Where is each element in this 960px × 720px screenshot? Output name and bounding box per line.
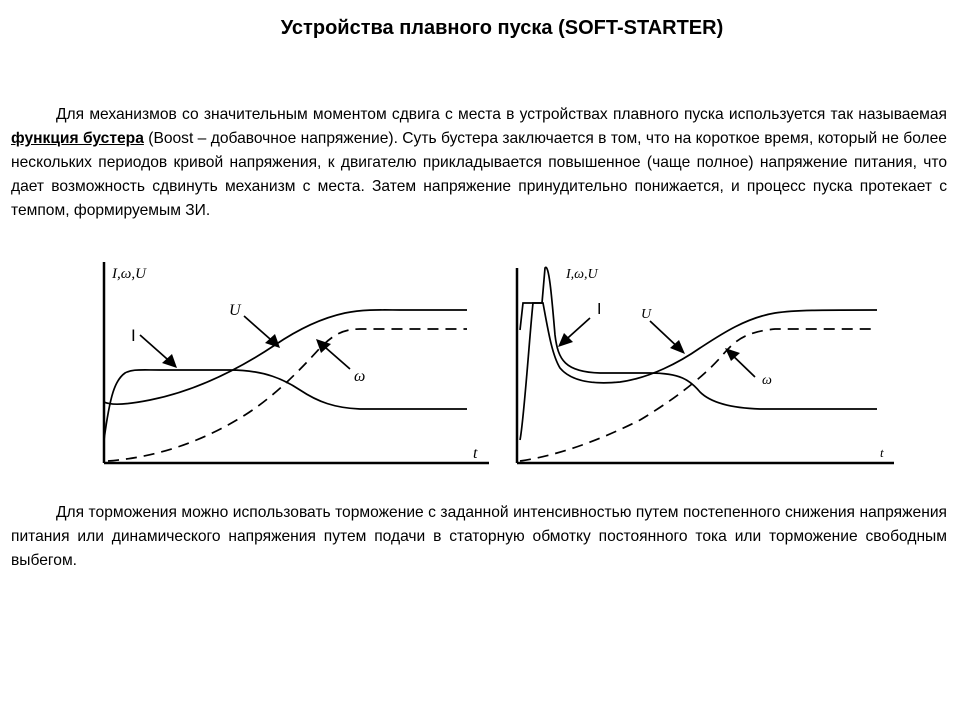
speed-label-left: ω	[354, 368, 366, 385]
voltage-curve-right	[520, 303, 877, 383]
voltage-label-left: U	[229, 302, 241, 319]
speed-curve-left	[108, 329, 467, 461]
current-curve-right	[520, 267, 877, 440]
diagram-left	[104, 262, 489, 463]
time-label-left: t	[473, 445, 478, 462]
axis-label-right: I,ω,U	[566, 267, 598, 282]
arrowhead-omega-right	[725, 348, 740, 361]
time-label-right: t	[880, 445, 884, 460]
diagram-right	[517, 267, 894, 463]
boost-text-before: Для механизмов со значительным моментом сдвига с места в устройствах плавного пуска используется так называемая	[56, 106, 947, 123]
voltage-label-right: U	[641, 307, 652, 322]
boost-function-term: функция бустера	[11, 130, 144, 147]
speed-label-right: ω	[762, 373, 772, 388]
current-label-left: I	[131, 326, 136, 345]
boost-text-after: (Boost – добавочное напряжение). Суть бустера заключается в том, что на короткое время, который не более нескольких периодов кривой напряжения, к двигателю прикладывается повышенное (чаще полное) напряжение питания, что дает возможность сдвинуть механизм с места. Затем напряжение принудительно понижается, и процесс пуска протекает с темпом, формируемым ЗИ.	[11, 130, 947, 219]
voltage-curve-left	[104, 310, 467, 404]
current-curve-left	[104, 370, 467, 440]
axis-label-left: I,ω,U	[112, 266, 146, 282]
page-title: Устройства плавного пуска (SOFT-STARTER)	[280, 17, 724, 39]
current-label-right: I	[597, 301, 602, 318]
braking-paragraph: Для торможения можно использовать торможение с заданной интенсивностью путем постепенного снижения напряжения питания или динамического напряжения путем подачи в статорную обмотку постоянного тока или торможение свободным выбегом.	[11, 504, 947, 569]
